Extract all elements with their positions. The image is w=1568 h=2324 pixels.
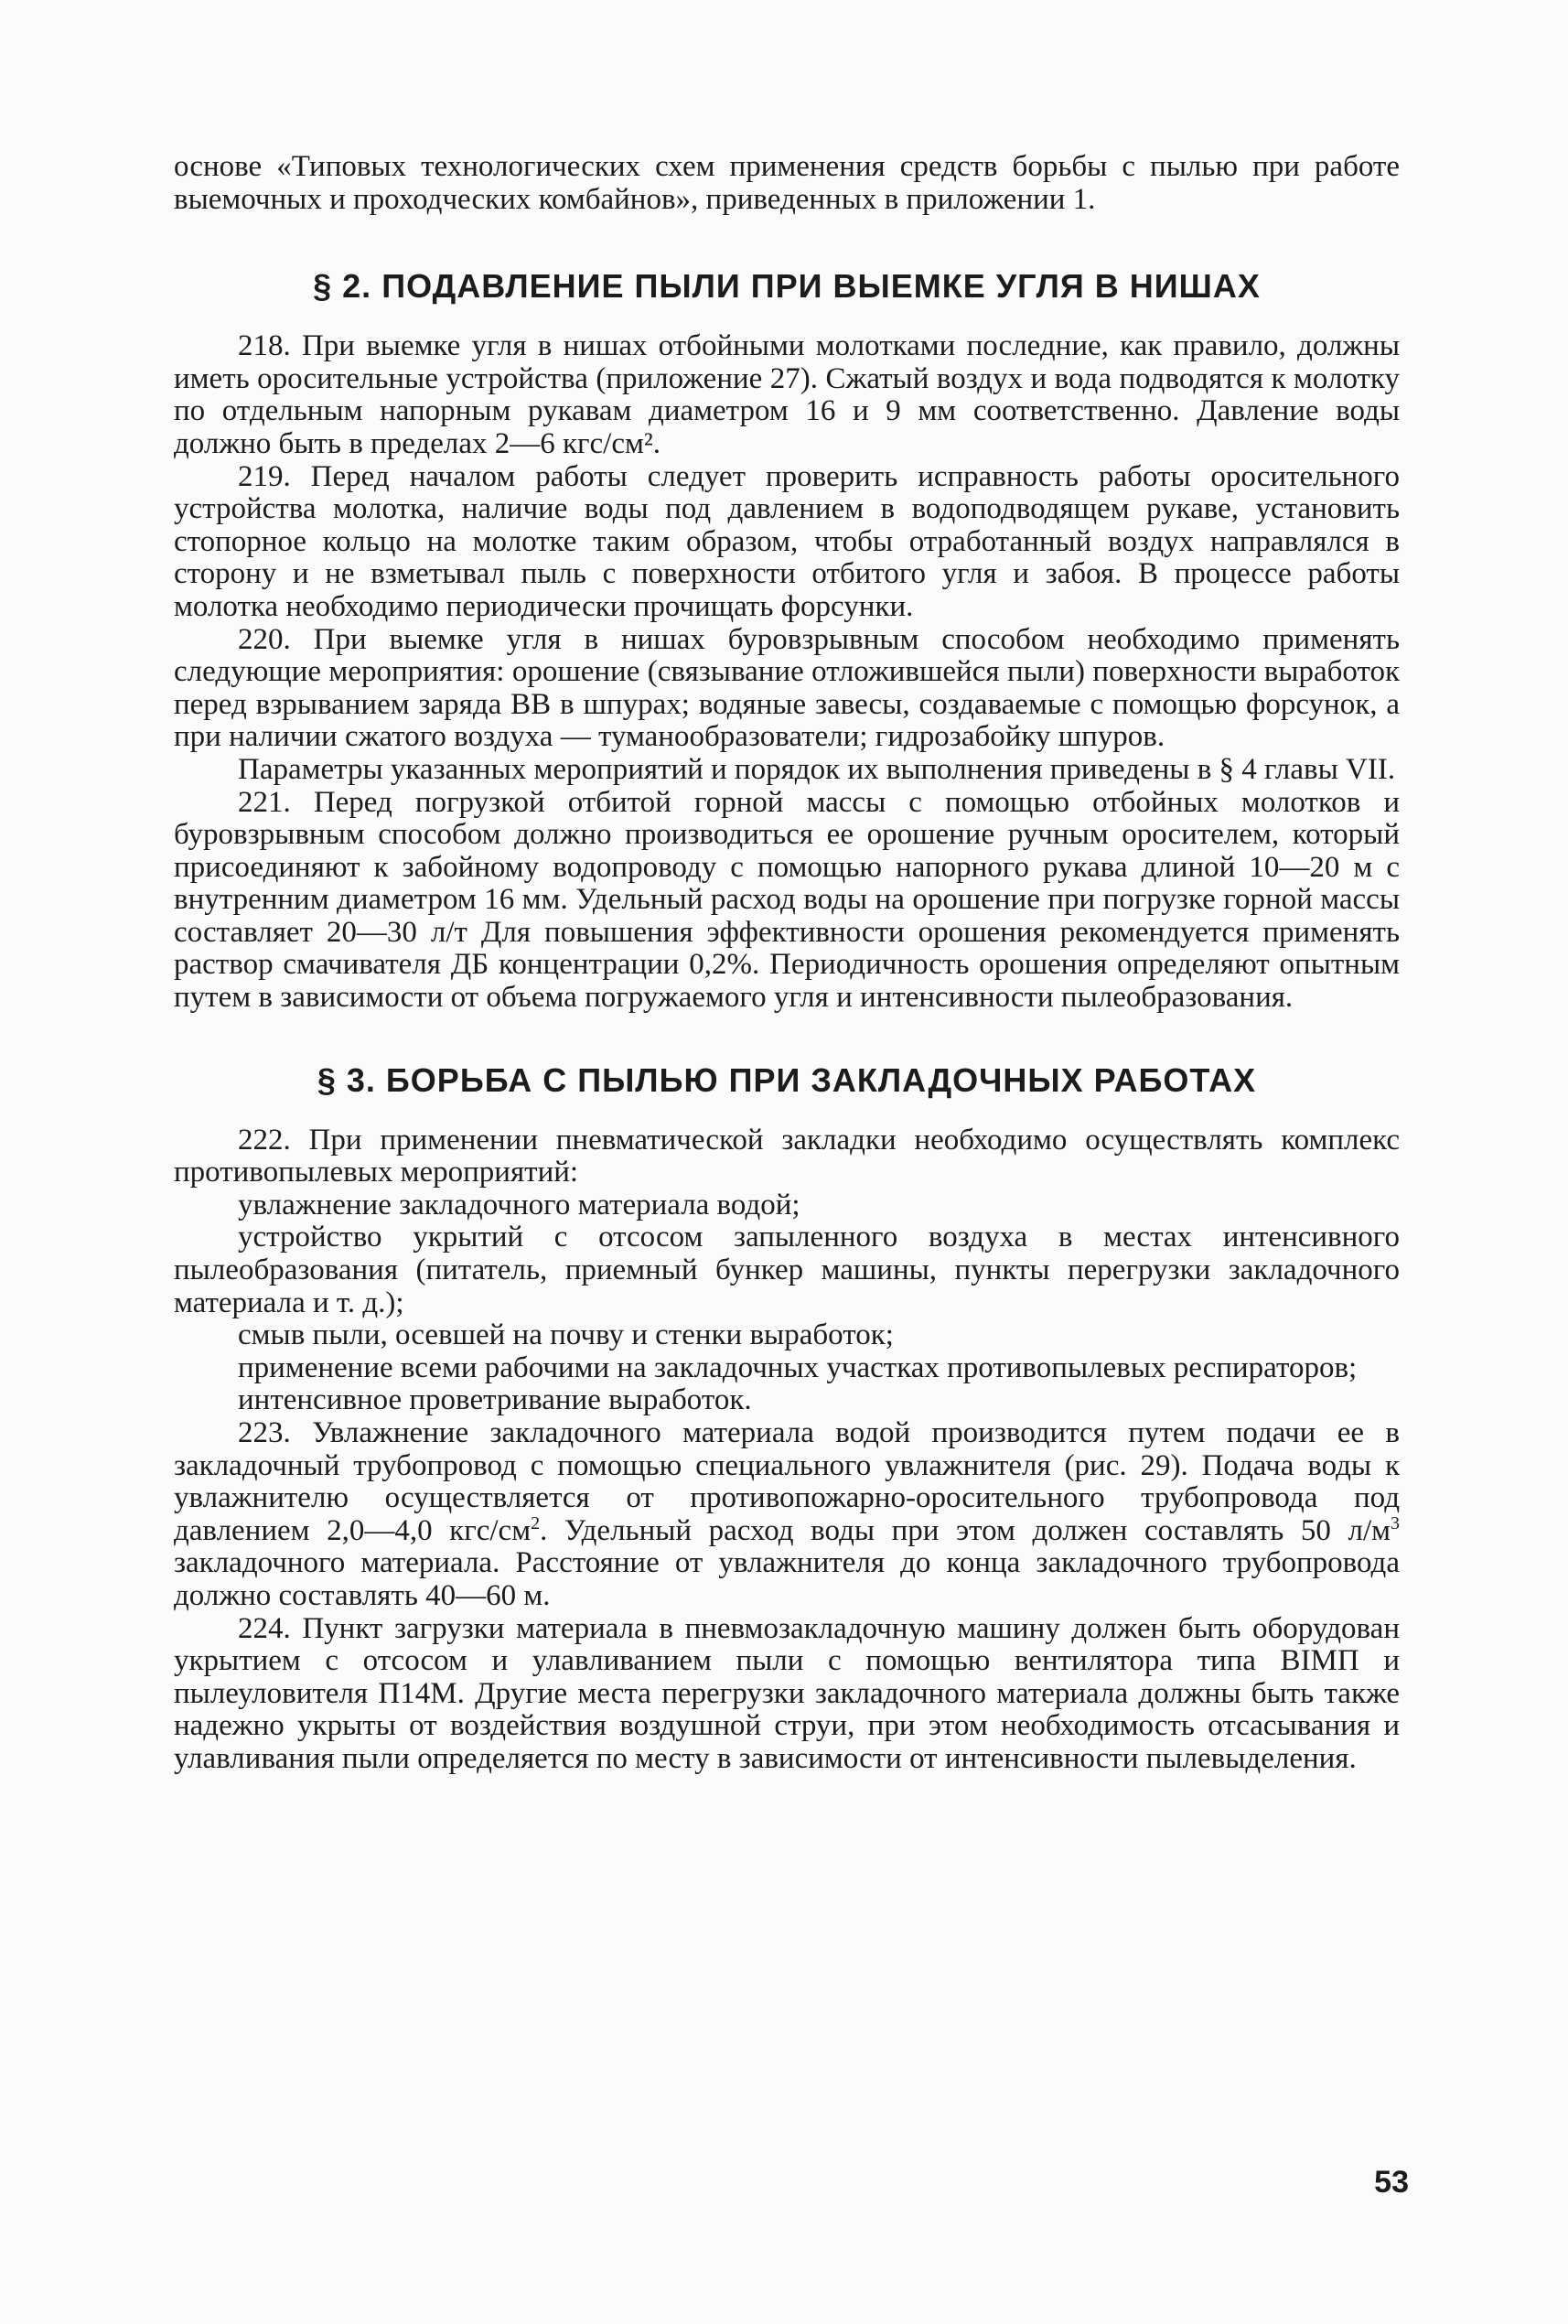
list-item-enclosures: устройство укрытий с отсосом запыленного воздуха в местах интенсивного пылеобразования (питатель, приемный бункер машины, пункты перегрузки закладочного материала и т. д.); <box>174 1221 1400 1319</box>
text-column <box>174 151 1400 1776</box>
list-item-dust-washing: смыв пыли, осевшей на почву и стенки выработок; <box>238 1318 894 1352</box>
section-3-heading: § 3. БОРЬБА С ПЫЛЬЮ ПРИ ЗАКЛАДОЧНЫХ РАБОТАХ <box>317 1060 1257 1099</box>
paragraph-221: 221. Перед погрузкой отбитой горной массы с помощью отбойных молотков и буровзрывным способом должно производиться ее орошение ручным оросителем, который присоединяют к забойному водопроводу с помощью напорного рукава длиной 10—20 м с внутренним диаметром 16 мм. Удельный расход воды на орошение при погрузке горной массы составляет 20—30 л/т Для повышения эффективности орошения рекомендуется применять раствор смачивателя ДБ концентрации 0,2%. Периодичность орошения определяют опытным путем в зависимости от объема погружаемого угля и интенсивности пылеобразования. <box>174 785 1400 1015</box>
paragraph-222: 222. При применении пневматической закладки необходимо осуществлять комплекс противопылевых мероприятий: <box>174 1123 1400 1189</box>
paragraph-220-note: Параметры указанных мероприятий и порядок их выполнения приведены в § 4 главы VII. <box>238 752 1396 786</box>
list-item-moistening: увлажнение закладочного материала водой; <box>238 1188 800 1221</box>
paragraph-224: 224. Пункт загрузки материала в пневмозакладочную машину должен быть оборудован укрытием с отсосом и улавливанием пыли с помощью вентилятора типа ВIМП и пылеуловителя П14М. Другие места перегрузки закладочного материала должны быть также надежно укрыты от воздействия воздушной струи, при этом необходимость отсасывания и улавливания пыли определяется по месту в зависимости от интенсивности пылевыделения. <box>174 1611 1400 1775</box>
list-item-respirators: применение всеми рабочими на закладочных участках противопылевых респираторов; <box>238 1350 1358 1384</box>
paragraph-220: 220. При выемке угля в нишах буровзрывным способом необходимо применять следующие мероприятия: орошение (связывание отложившейся пыли) поверхности выработок перед взрыванием заряда ВВ в шпурах; водяные завесы, создаваемые с помощью форсунок, а при наличии сжатого воздуха — туманообразователи; гидрозабойку шпуров. <box>174 622 1400 754</box>
page-number: 53 <box>1374 2165 1409 2200</box>
paragraph-223-part-1: 223. Увлажнение закладочного материала водой производится путем подачи ее в закладочный трубопровод с помощью специального увлажнителя (рис. 29). Подача воды к увлажнителю осуществляется от противопожарно-оросительного трубопровода под давлением 2,0—4,0 кгс/см <box>174 1416 1400 1547</box>
section-2-heading: § 2. ПОДАВЛЕНИЕ ПЫЛИ ПРИ ВЫЕМКЕ УГЛЯ В НИШАХ <box>313 267 1261 306</box>
paragraph-223-part-2: . Удельный расход воды при этом должен составлять 50 л/м <box>540 1513 1391 1547</box>
list-item-ventilation: интенсивное проветривание выработок. <box>238 1383 752 1417</box>
paragraph-223 <box>174 1417 1400 1613</box>
paragraph-218: 218. При выемке угля в нишах отбойными молотками последние, как правило, должны иметь оросительные устройства (приложение 27). Сжатый воздух и вода подводятся к молотку по отдельным напорным рукавам диаметром 16 и 9 мм соответственно. Давление воды должно быть в пределах 2—6 кгс/см². <box>174 329 1400 460</box>
superscript-cubed: 3 <box>1391 1512 1400 1533</box>
intro-paragraph: основе «Типовых технологических схем применения средств борьбы с пылью при работе выемочных и проходческих комбайнов», приведенных в приложении 1. <box>174 150 1400 216</box>
superscript-squared: 2 <box>531 1512 541 1533</box>
paragraph-219: 219. Перед началом работы следует проверить исправность работы оросительного устройства молотка, наличие воды под давлением в водоподводящем рукаве, установить стопорное кольцо на молотке таким образом, чтобы отработанный воздух направлялся в сторону и не взметывал пыль с поверхности отбитого угля и забоя. В процессе работы молотка необходимо периодически прочищать форсунки. <box>174 459 1400 623</box>
paragraph-223-part-3: закладочного материала. Расстояние от увлажнителя до конца закладочного трубопровода должно составлять 40—60 м. <box>174 1546 1400 1612</box>
